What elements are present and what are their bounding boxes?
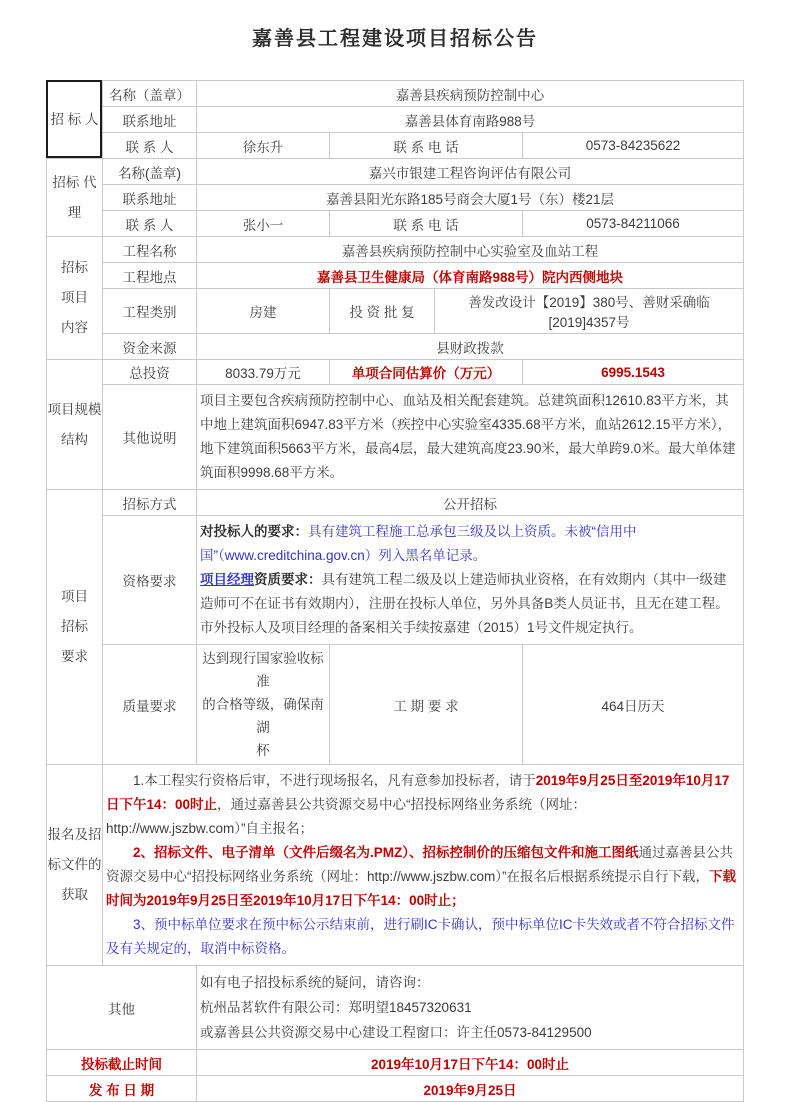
- duration-requirement-label: 工 期 要 求: [330, 645, 523, 765]
- project-category-label: 工程类别: [103, 289, 197, 334]
- project-category-value: 房建: [197, 289, 330, 334]
- total-investment-value: 8033.79万元: [197, 360, 330, 385]
- table-row: [103, 334, 744, 360]
- table-row: [103, 385, 744, 490]
- signup-item-1-text: 1.本工程实行资格后审，不进行现场报名，凡有意参加投标者，请于: [133, 773, 536, 788]
- signup-item-2-files: 招标文件、电子清单（文件后缀名为.PMZ）、招标控制价的压缩包文件和施工图纸: [154, 845, 639, 860]
- bid-deadline-label: 投标截止时间: [47, 1050, 197, 1076]
- page-title: 嘉善县工程建设项目招标公告: [252, 28, 538, 50]
- bidder-requirement-paragraph: [200, 520, 737, 568]
- agent-phone-label: 联 系 电 话: [330, 211, 523, 237]
- publish-date-value: 2019年9月25日: [197, 1076, 744, 1102]
- project-location-label: 工程地点: [103, 263, 197, 289]
- publish-date-label: 发 布 日 期: [47, 1076, 197, 1102]
- total-investment-label: 总投资: [103, 360, 197, 385]
- table-row: [103, 360, 744, 385]
- duration-requirement-value: 464日历天: [523, 645, 744, 765]
- investment-approval-label: 投 资 批 复: [330, 289, 435, 334]
- signup-item-1-deadline: 2019年9月25日至2019年10月17日下午14：00时止: [106, 773, 730, 812]
- tenderer-name-label: 名称（盖章）: [103, 81, 197, 107]
- project-name-label: 工程名称: [103, 237, 197, 263]
- tenderer-phone-label: 联 系 电 话: [330, 133, 523, 159]
- tenderer-section: [47, 81, 744, 159]
- tender-table: [46, 80, 744, 1102]
- agent-name-value: 嘉兴市银建工程咨询评估有限公司: [197, 159, 744, 185]
- project-group-label: 招标 项目 内容: [47, 237, 103, 360]
- out-of-city-paragraph: 市外投标人及项目经理的备案相关手续按嘉建（2015）1号文件规定执行。: [200, 620, 643, 635]
- project-section: [47, 237, 744, 360]
- table-row: [103, 516, 744, 645]
- other-description-value: [197, 385, 744, 490]
- quality-requirement-value: 达到现行国家验收标准 的合格等级，确保南湖 杯: [197, 645, 330, 765]
- investment-approval-value: 善发改设计【2019】380号、善财采确临[2019]4357号: [435, 289, 744, 334]
- tenderer-rows: [103, 81, 744, 159]
- other-line-1: 如有电子招投标系统的疑问，请咨询：: [200, 975, 430, 990]
- tenderer-phone-value: 0573-84235622: [523, 133, 744, 159]
- agent-rows: [103, 159, 744, 237]
- tenderer-contact-value: 徐东升: [197, 133, 330, 159]
- signup-item-1: [106, 769, 737, 841]
- tenderer-name-value: 嘉善县疾病预防控制中心: [197, 81, 744, 107]
- scale-rows: [103, 360, 744, 490]
- signup-item-2-number: 2、: [133, 845, 155, 860]
- tender-method-label: 招标方式: [103, 490, 197, 516]
- table-row: [103, 645, 744, 765]
- table-row: [103, 107, 744, 133]
- tenderer-address-label: 联系地址: [103, 107, 197, 133]
- scale-group-label: 项目规模 结构: [47, 360, 103, 490]
- project-name-value: 嘉善县疾病预防控制中心实验室及血站工程: [197, 237, 744, 263]
- signup-group-label: 报名及招 标文件的 获取: [47, 765, 103, 966]
- agent-group-label: 招标 代 理: [47, 159, 103, 237]
- other-section: [47, 966, 744, 1050]
- bid-deadline-value: 2019年10月17日下午14：00时止: [197, 1050, 744, 1076]
- contract-estimate-label: 单项合同估算价（万元）: [330, 360, 523, 385]
- funding-source-value: 县财政拨款: [197, 334, 744, 360]
- table-row: [103, 289, 744, 334]
- table-row: [103, 133, 744, 159]
- project-rows: [103, 237, 744, 360]
- project-manager-link[interactable]: 项目经理: [200, 572, 254, 587]
- manager-requirement-heading: 资质要求：: [254, 572, 322, 587]
- agent-phone-value: 0573-84211066: [523, 211, 744, 237]
- other-line-3: 或嘉善县公共资源交易中心建设工程窗口：许主任0573-84129500: [200, 1025, 592, 1040]
- tenderer-group-label: 招 标 人: [47, 81, 103, 159]
- bidder-requirement-heading: 对投标人的要求：: [200, 524, 308, 539]
- quality-requirement-label: 质量要求: [103, 645, 197, 765]
- table-row: [103, 81, 744, 107]
- table-row: [103, 211, 744, 237]
- agent-contact-label: 联 系 人: [103, 211, 197, 237]
- signup-item-1-tail: ，通过嘉善县公共资源交易中心“招投标网络业务系统（网址：http://www.jszbw.com）”自主报名；: [106, 797, 587, 836]
- table-row: [103, 185, 744, 211]
- table-row: [103, 263, 744, 289]
- deadline-section: [47, 1050, 744, 1076]
- agent-section: [47, 159, 744, 237]
- table-row: [103, 490, 744, 516]
- other-line-2: 杭州品茗软件有限公司：郑明望18457320631: [200, 1000, 472, 1015]
- agent-name-label: 名称(盖章): [103, 159, 197, 185]
- requirements-group-label: 项目 招标 要求: [47, 490, 103, 765]
- project-location-value: 嘉善县卫生健康局（体育南路988号）院内西侧地块: [197, 263, 744, 289]
- signup-item-2-text: 通过嘉善县公共资源交易中心“招投标网络业务系统（网址：http://www.jszbw.com）”在报名后根据系统提示自行下载，: [106, 845, 734, 884]
- other-description-label: 其他说明: [103, 385, 197, 490]
- project-manager-paragraph: [200, 568, 737, 616]
- contract-estimate-value: 6995.1543: [523, 360, 744, 385]
- agent-contact-value: 张小一: [197, 211, 330, 237]
- qualification-value: [197, 516, 744, 645]
- tenderer-address-value: 嘉善县体育南路988号: [197, 107, 744, 133]
- funding-source-label: 资金来源: [103, 334, 197, 360]
- table-row: [103, 237, 744, 263]
- requirements-section: [47, 490, 744, 765]
- other-body: [197, 966, 744, 1050]
- signup-item-2-download-time: 下载时间为2019年9月25日至2019年10月17日下午14：00时止；: [106, 869, 737, 908]
- bidder-requirement-text: 具有建筑工程施工总承包三级及以上资质。未被“信用中国”（www.creditchina.gov.cn）列入黑名单记录。: [200, 524, 637, 563]
- signup-item-2: [106, 841, 737, 913]
- manager-requirement-text: 具有建筑工程二级及以上建造师执业资格，在有效期内（其中一级建造师可不在证书有效期内），注册在投标人单位，另外具备B类人员证书，且无在建工程。: [200, 572, 729, 611]
- agent-address-value: 嘉善县阳光东路185号商会大厦1号（东）楼21层: [197, 185, 744, 211]
- scale-section: [47, 360, 744, 490]
- other-description-text: 项目主要包含疾病预防控制中心、血站及相关配套建筑。总建筑面积12610.83平方米，其中地上建筑面积6947.83平方米（疾控中心实验室4335.68平方米，血站2612.15平方米），地下建筑面积5663平方米，最高4层，最大建筑高度23.90米，最大单跨9.0米。最大单体建筑面积9998.68平方米。: [200, 393, 736, 480]
- tenderer-contact-label: 联 系 人: [103, 133, 197, 159]
- tender-method-value: 公开招标: [197, 490, 744, 516]
- requirements-rows: [103, 490, 744, 765]
- other-label: 其他: [47, 966, 197, 1050]
- signup-item-3: 3、预中标单位要求在预中标公示结束前，进行刷IC卡确认，预中标单位IC卡失效或者不符合招标文件及有关规定的，取消中标资格。: [106, 917, 735, 956]
- qualification-label: 资格要求: [103, 516, 197, 645]
- agent-address-label: 联系地址: [103, 185, 197, 211]
- publish-section: [47, 1076, 744, 1102]
- table-row: [103, 159, 744, 185]
